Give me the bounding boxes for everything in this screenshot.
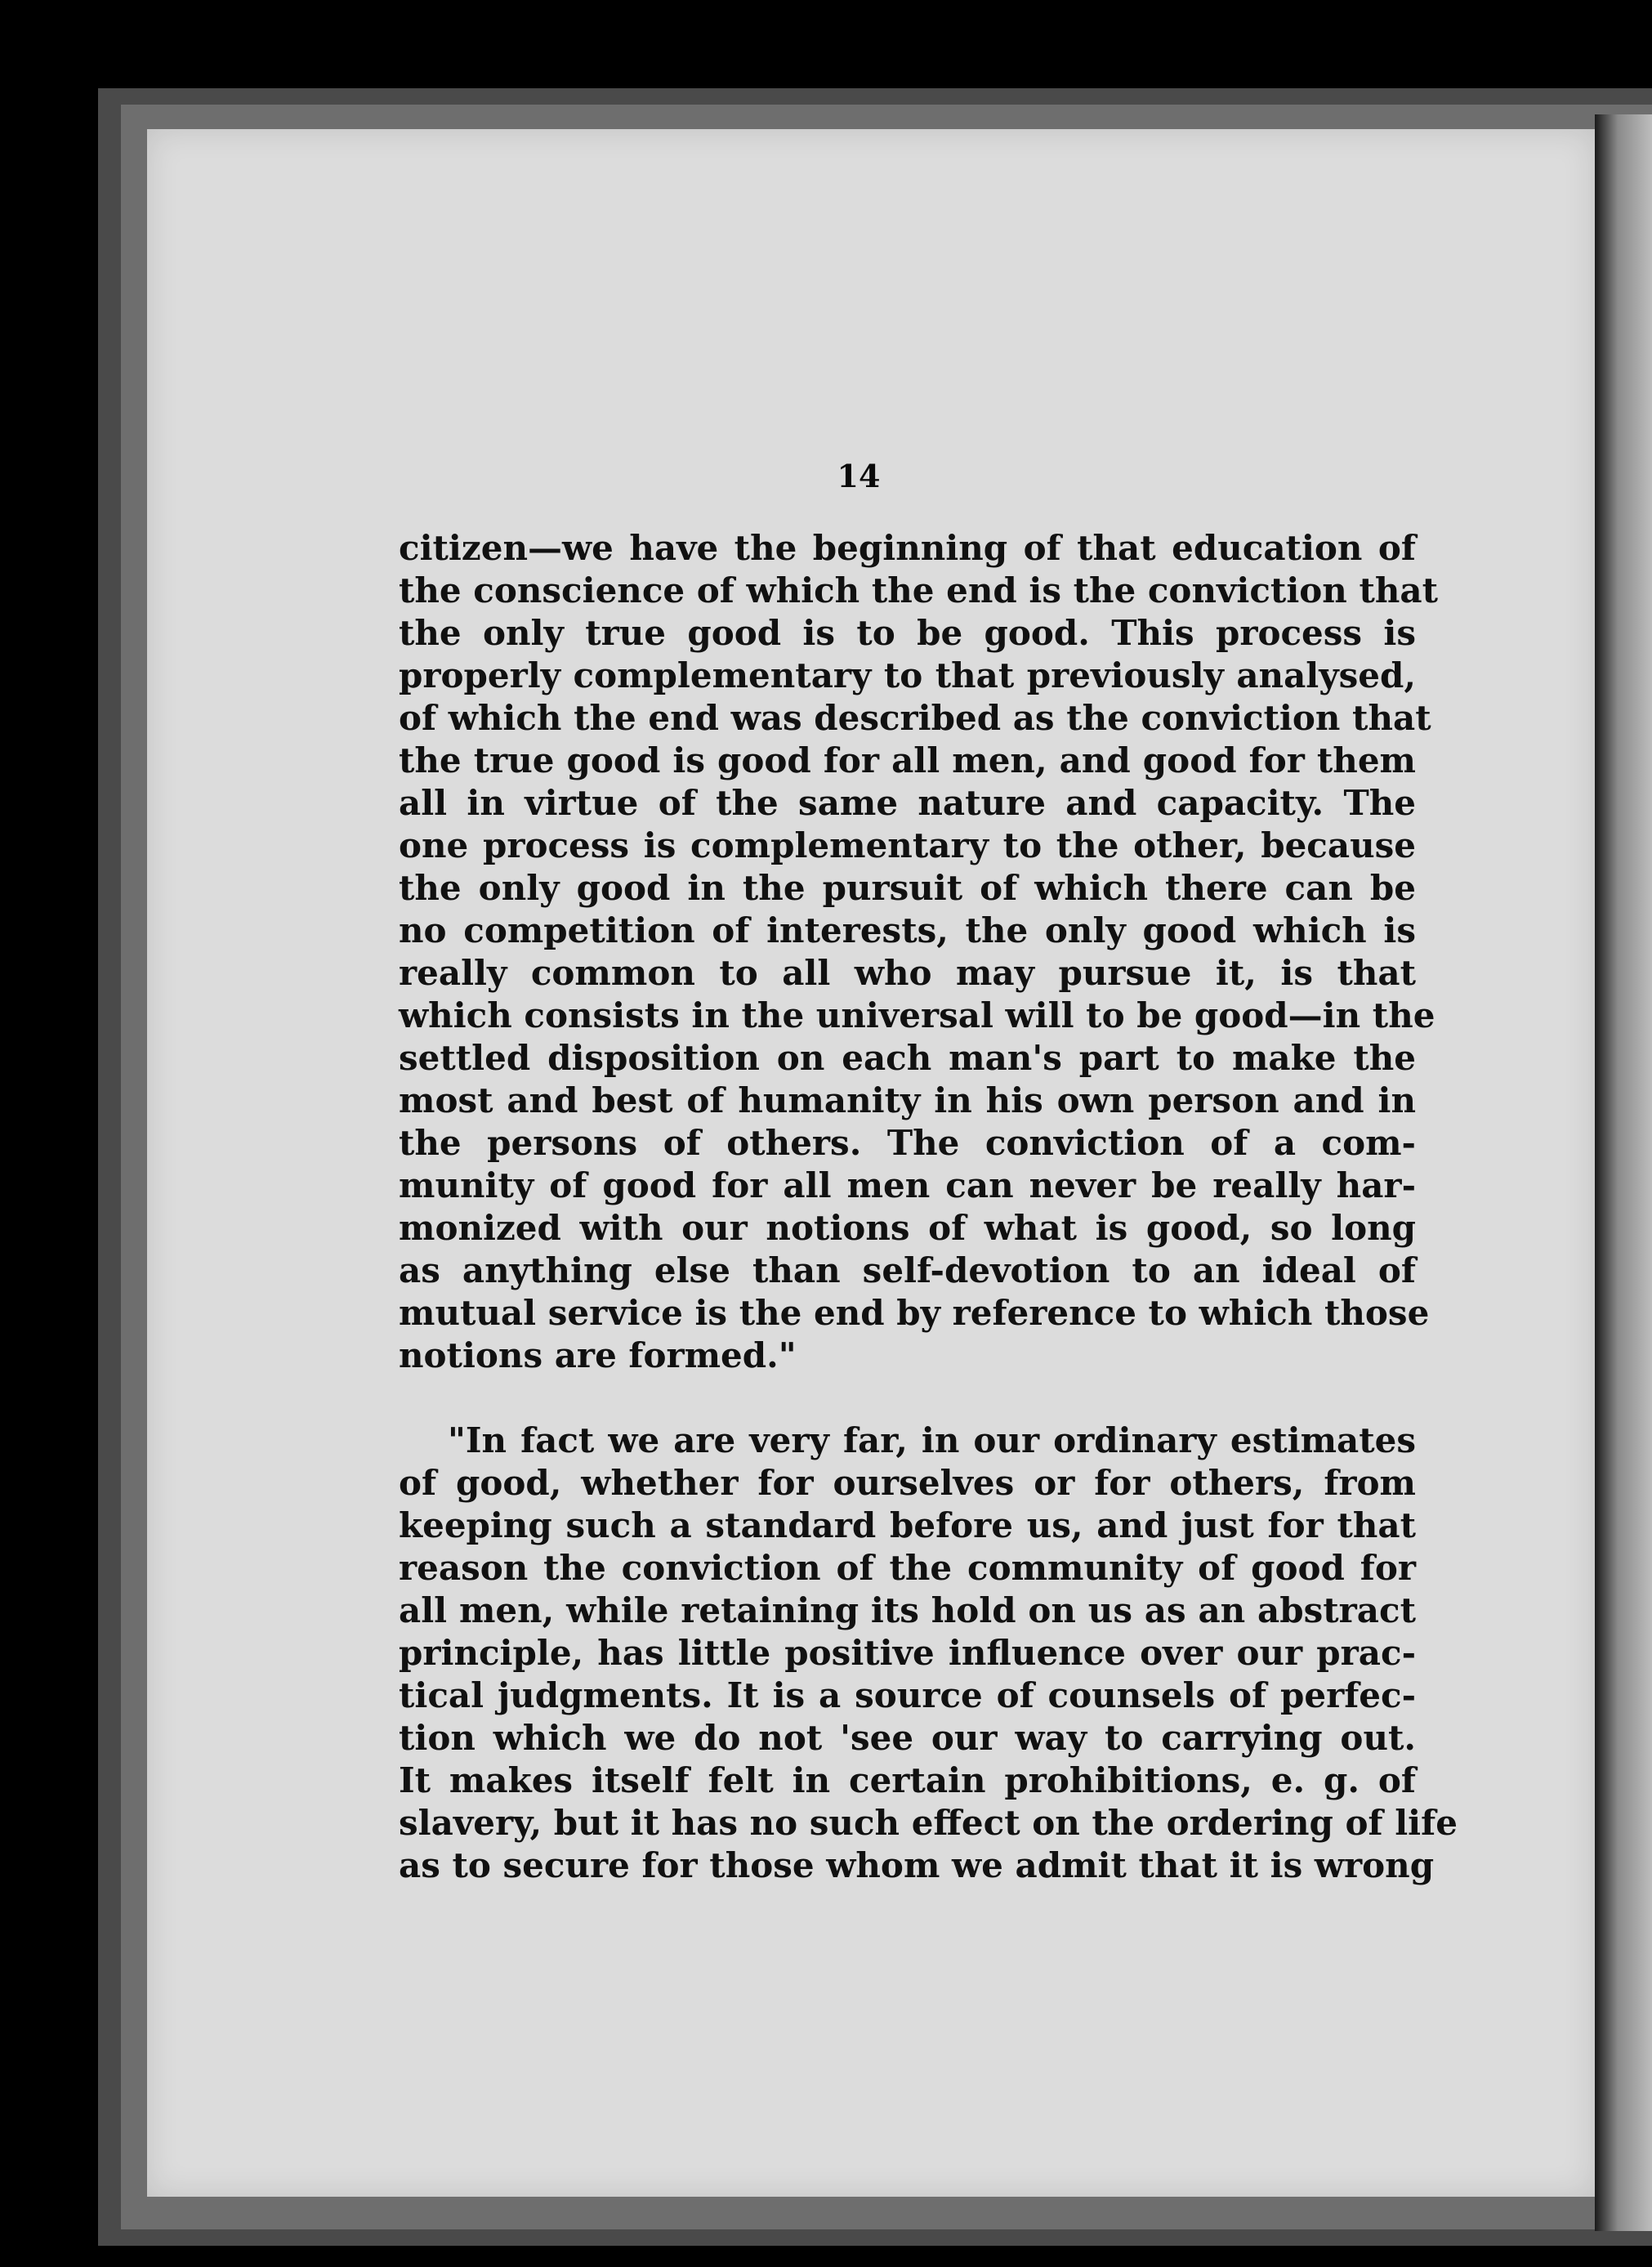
text-line: the only good in the pursuit of which there can be [399, 868, 1416, 908]
body-text [399, 527, 1458, 1887]
paragraph-2 [399, 1420, 1458, 1887]
text-line: slavery, but it has no such effect on the ordering of life [399, 1803, 1458, 1843]
text-line: tion which we do not 'see our way to carrying out. [399, 1718, 1416, 1758]
text-line: as to secure for those whom we admit that it is wrong [399, 1845, 1435, 1885]
text-line: as anything else than self-devotion to an ideal of [399, 1250, 1416, 1290]
paragraph-1 [399, 527, 1438, 1377]
text-line: settled disposition on each man's part to make the [399, 1038, 1416, 1078]
text-line: really common to all who may pursue it, is that [399, 953, 1416, 993]
text-line: of good, whether for ourselves or for others, from [399, 1463, 1416, 1503]
text-line: all men, while retaining its hold on us as an abstract [399, 1590, 1416, 1630]
text-line: most and best of humanity in his own person and in [399, 1080, 1416, 1120]
text-line: keeping such a standard before us, and just for that [399, 1505, 1416, 1545]
text-line: notions are formed." [399, 1335, 797, 1375]
text-line: no competition of interests, the only good which is [399, 910, 1416, 950]
text-line: properly complementary to that previously analysed, [399, 655, 1416, 695]
text-line: the true good is good for all men, and good for them [399, 740, 1416, 780]
text-line: It makes itself felt in certain prohibitions, e. g. of [399, 1760, 1416, 1800]
text-line: tical judgments. It is a source of counsels of perfec- [399, 1675, 1416, 1715]
text-line: "In fact we are very far, in our ordinary estimates [448, 1420, 1416, 1460]
text-line: one process is complementary to the other, because [399, 825, 1416, 865]
paragraph-gap [399, 1377, 1416, 1420]
text-line: mutual service is the end by reference to which those [399, 1293, 1430, 1333]
facing-page-edge [1595, 114, 1652, 2231]
text-line: reason the conviction of the community of good for [399, 1548, 1416, 1588]
text-line: munity of good for all men can never be really har- [399, 1165, 1416, 1205]
text-line: which consists in the universal will to be good—in the [399, 995, 1435, 1035]
text-line: citizen—we have the beginning of that education of [399, 528, 1416, 568]
text-line: the only true good is to be good. This process is [399, 613, 1416, 653]
text-line: the persons of others. The conviction of a com- [399, 1123, 1416, 1163]
text-line: monized with our notions of what is good, so long [399, 1208, 1416, 1248]
text-line: the conscience of which the end is the conviction that [399, 570, 1438, 610]
text-line: principle, has little positive influence over our prac- [399, 1633, 1416, 1673]
text-line: all in virtue of the same nature and capacity. The [399, 783, 1416, 823]
text-line: of which the end was described as the conviction that [399, 698, 1431, 738]
page-number: 14 [837, 458, 881, 494]
